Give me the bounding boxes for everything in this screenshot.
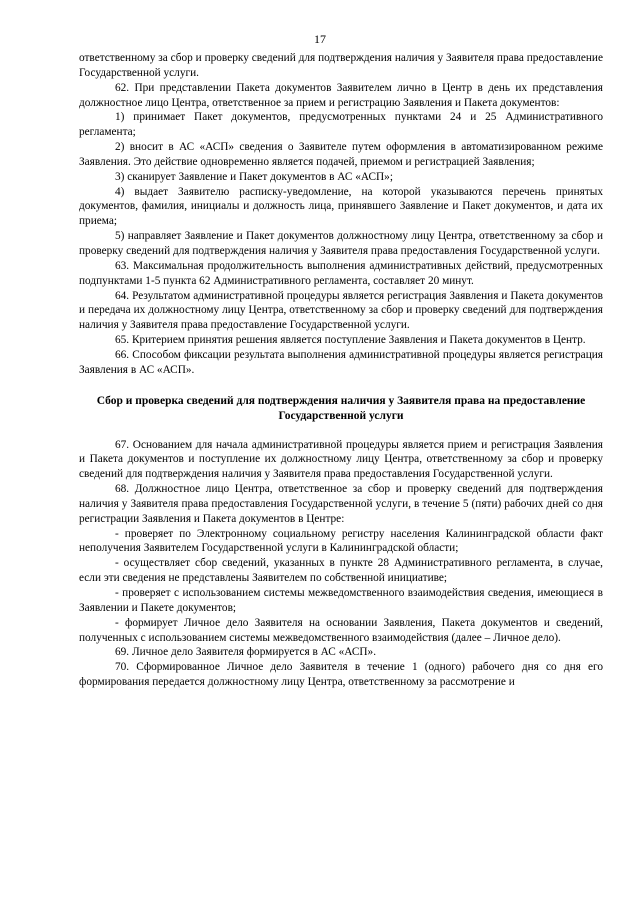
- paragraph-67: 67. Основанием для начала административной процедуры является прием и регистрация Заявления и Пакета документов и поступление их должностному лицу Центра, ответственному за сбор и проверку сведений для подтверждения наличия у Заявителя права предоставления Государственной услуги.: [79, 438, 603, 481]
- paragraph-63: 63. Максимальная продолжительность выполнения административных действий, предусмотренных подпунктами 1-5 пункта 62 Административного регламента, составляет 20 минут.: [79, 259, 603, 287]
- list-item-68-1: - проверяет по Электронному социальному регистру населения Калининградской области факт неполучения Заявителем Государственной услуги в Калининградской области;: [79, 527, 603, 555]
- list-item-68-2: - осуществляет сбор сведений, указанных в пункте 28 Административного регламента, в случае, если эти сведения не представлены Заявителем по собственной инициативе;: [79, 557, 603, 585]
- paragraph-70: 70. Сформированное Личное дело Заявителя в течение 1 (одного) рабочего дня со дня его формирования передается должностному лицу Центра, ответственному за рассмотрение и: [79, 661, 603, 689]
- list-item-62-3: 3) сканирует Заявление и Пакет документов в АС «АСП»;: [115, 170, 393, 183]
- list-item-62-2: 2) вносит в АС «АСП» сведения о Заявителе путем оформления в автоматизированном режиме Заявления. Это действие одновременно является подачей, приемом и регистрацией Заявления;: [79, 141, 603, 168]
- paragraph-66: 66. Способом фиксации результата выполнения административной процедуры является регистрация Заявления в АС «АСП».: [79, 348, 603, 376]
- list-item-62-5: 5) направляет Заявление и Пакет документов должностному лицу Центра, ответственному за сбор и проверку сведений для подтверждения наличия у Заявителя права предоставления Государственной услуги.: [79, 230, 603, 257]
- list-item-62-4: 4) выдает Заявителю расписку-уведомление, на которой указываются перечень принятых документов, фамилия, инициалы и должность лица, принявшего Заявление и Пакет документов, и дата их приема;: [79, 185, 603, 228]
- paragraph-64: 64. Результатом административной процедуры является регистрация Заявления и Пакета документов и передача их должностному лицу Центра, ответственному за сбор и проверку сведений для подтверждения наличия у Заявителя права предоставление Государственной услуги.: [79, 289, 603, 332]
- list-item-62-1: 1) принимает Пакет документов, предусмотренных пунктами 24 и 25 Административного регламента;: [79, 111, 603, 139]
- paragraph-continuation: ответственному за сбор и проверку сведений для подтверждения наличия у Заявителя права предоставление Государственной услуги.: [79, 52, 603, 79]
- page-number: 17: [314, 32, 326, 46]
- paragraph-62: 62. При представлении Пакета документов Заявителем лично в Центр в день их представления должностное лицо Центра, ответственное за прием и регистрацию Заявления и Пакета документов:: [79, 81, 603, 109]
- document-body: [79, 51, 603, 690]
- list-item-68-3: - проверяет с использованием системы межведомственного взаимодействия сведения, имеющиеся в Заявлении и Пакете документов;: [79, 587, 603, 614]
- paragraph-65: 65. Критерием принятия решения является поступление Заявления и Пакета документов в Центр.: [115, 334, 586, 347]
- section-heading: Сбор и проверка сведений для подтверждения наличия у Заявителя права на предоставление Государственной услуги: [96, 394, 586, 422]
- list-item-68-4: - формирует Личное дело Заявителя на основании Заявления, Пакета документов и сведений, полученных с использованием системы межведомственного взаимодействия (далее – Личное дело).: [79, 616, 603, 644]
- paragraph-69: 69. Личное дело Заявителя формируется в АС «АСП».: [115, 646, 377, 659]
- paragraph-68: 68. Должностное лицо Центра, ответственное за сбор и проверку сведений для подтверждения наличия у Заявителя права предоставления Государственной услуги, в течение 5 (пяти) рабочих дней со дня регистрации Заявления и Пакета документов в Центре:: [79, 483, 603, 525]
